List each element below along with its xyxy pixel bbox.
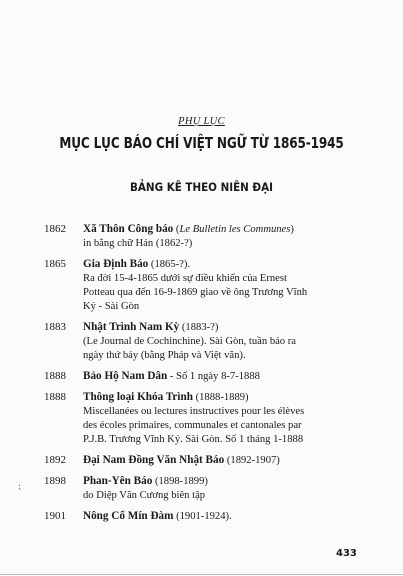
entry-description: in bằng chữ Hán (1862-?) bbox=[83, 238, 193, 249]
entry-year: 1865 bbox=[44, 258, 66, 270]
entry-suffix: - Số 1 ngày 8-7-1888 bbox=[167, 371, 260, 382]
page-number: 433 bbox=[336, 548, 357, 559]
entry-year: 1892 bbox=[44, 454, 66, 466]
list-item bbox=[0, 222, 403, 251]
appendix-label: PHỤ LỤC bbox=[178, 116, 225, 127]
entry-name: Gia Định Báo bbox=[83, 258, 149, 270]
entry-headline bbox=[83, 390, 363, 405]
entry-headline bbox=[83, 453, 363, 468]
entry-name: Nhật Trình Nam Kỳ bbox=[83, 321, 180, 333]
entry-suffix: (1901-1924). bbox=[173, 511, 232, 522]
list-item bbox=[0, 474, 403, 503]
entry-name: Đại Nam Đồng Văn Nhật Báo bbox=[83, 454, 225, 466]
entry-description: do Diệp Văn Cương biên tập bbox=[83, 490, 206, 501]
list-item bbox=[0, 320, 403, 363]
entry-body bbox=[83, 222, 363, 251]
entry-suffix: ) bbox=[290, 224, 294, 235]
entry-description: Ký - Sài Gòn bbox=[83, 301, 140, 312]
entry-suffix: ( bbox=[173, 224, 180, 235]
entry-body bbox=[83, 320, 363, 363]
list-item bbox=[0, 390, 403, 447]
entry-description: Miscellanées ou lectures instructives pour les élèves bbox=[83, 406, 305, 417]
entry-suffix: (1865-?). bbox=[148, 259, 191, 270]
entry-list bbox=[0, 222, 403, 530]
section-title: BẢNG KÊ THEO NIÊN ĐẠI bbox=[130, 180, 273, 194]
entry-name: Phan-Yên Báo bbox=[83, 475, 153, 487]
list-item bbox=[0, 369, 403, 384]
entry-body bbox=[83, 390, 363, 447]
page-title: MỤC LỤC BÁO CHÍ VIỆT NGỮ TỪ 1865-1945 bbox=[59, 134, 344, 152]
entry-year: 1901 bbox=[44, 510, 66, 522]
entry-body bbox=[83, 257, 363, 314]
entry-body bbox=[83, 474, 363, 503]
entry-suffix: (1898-1899) bbox=[152, 476, 208, 487]
entry-description: (Le Journal de Cochinchine). Sài Gòn, tuần báo ra bbox=[83, 336, 296, 347]
entry-name: Thông loại Khóa Trình bbox=[83, 391, 193, 403]
entry-headline bbox=[83, 369, 363, 384]
entry-description: Potteau qua đến 16-9-1869 giao về ông Trương Vĩnh bbox=[83, 287, 308, 298]
entry-headline bbox=[83, 222, 363, 237]
entry-headline bbox=[83, 509, 363, 524]
entry-body bbox=[83, 369, 363, 384]
margin-mark-icon: ⁏ bbox=[18, 482, 22, 492]
entry-description: des écoles primaires, communales et cantonales par bbox=[83, 420, 302, 431]
entry-year: 1888 bbox=[44, 391, 66, 403]
entry-suffix: (1883-?) bbox=[179, 322, 219, 333]
entry-year: 1898 bbox=[44, 475, 66, 487]
entry-year: 1888 bbox=[44, 370, 66, 382]
entry-headline bbox=[83, 320, 363, 335]
entry-description: P.J.B. Trương Vĩnh Ký. Sài Gòn. Số 1 tháng 1-1888 bbox=[83, 434, 304, 445]
entry-description: ngày thứ bảy (bằng Pháp và Việt văn). bbox=[83, 350, 246, 361]
list-item bbox=[0, 257, 403, 314]
entry-headline bbox=[83, 474, 363, 489]
entry-name: Xã Thôn Công báo bbox=[83, 223, 174, 235]
entry-suffix: (1892-1907) bbox=[224, 455, 280, 466]
entry-year: 1883 bbox=[44, 321, 66, 333]
entry-year: 1862 bbox=[44, 223, 66, 235]
list-item bbox=[0, 453, 403, 468]
entry-body bbox=[83, 509, 363, 524]
entry-name: Bảo Hộ Nam Dân bbox=[83, 370, 168, 382]
entry-suffix: (1888-1889) bbox=[192, 392, 249, 403]
entry-description: Ra đời 15-4-1865 dưới sự điều khiển của Ernest bbox=[83, 273, 287, 284]
list-item bbox=[0, 509, 403, 524]
entry-body bbox=[83, 453, 363, 468]
entry-headline bbox=[83, 257, 363, 272]
entry-name: Nông Cổ Mín Đàm bbox=[83, 510, 174, 522]
page-edge-divider bbox=[0, 574, 403, 575]
entry-alt-title: Le Bulletin les Communes bbox=[179, 224, 291, 235]
